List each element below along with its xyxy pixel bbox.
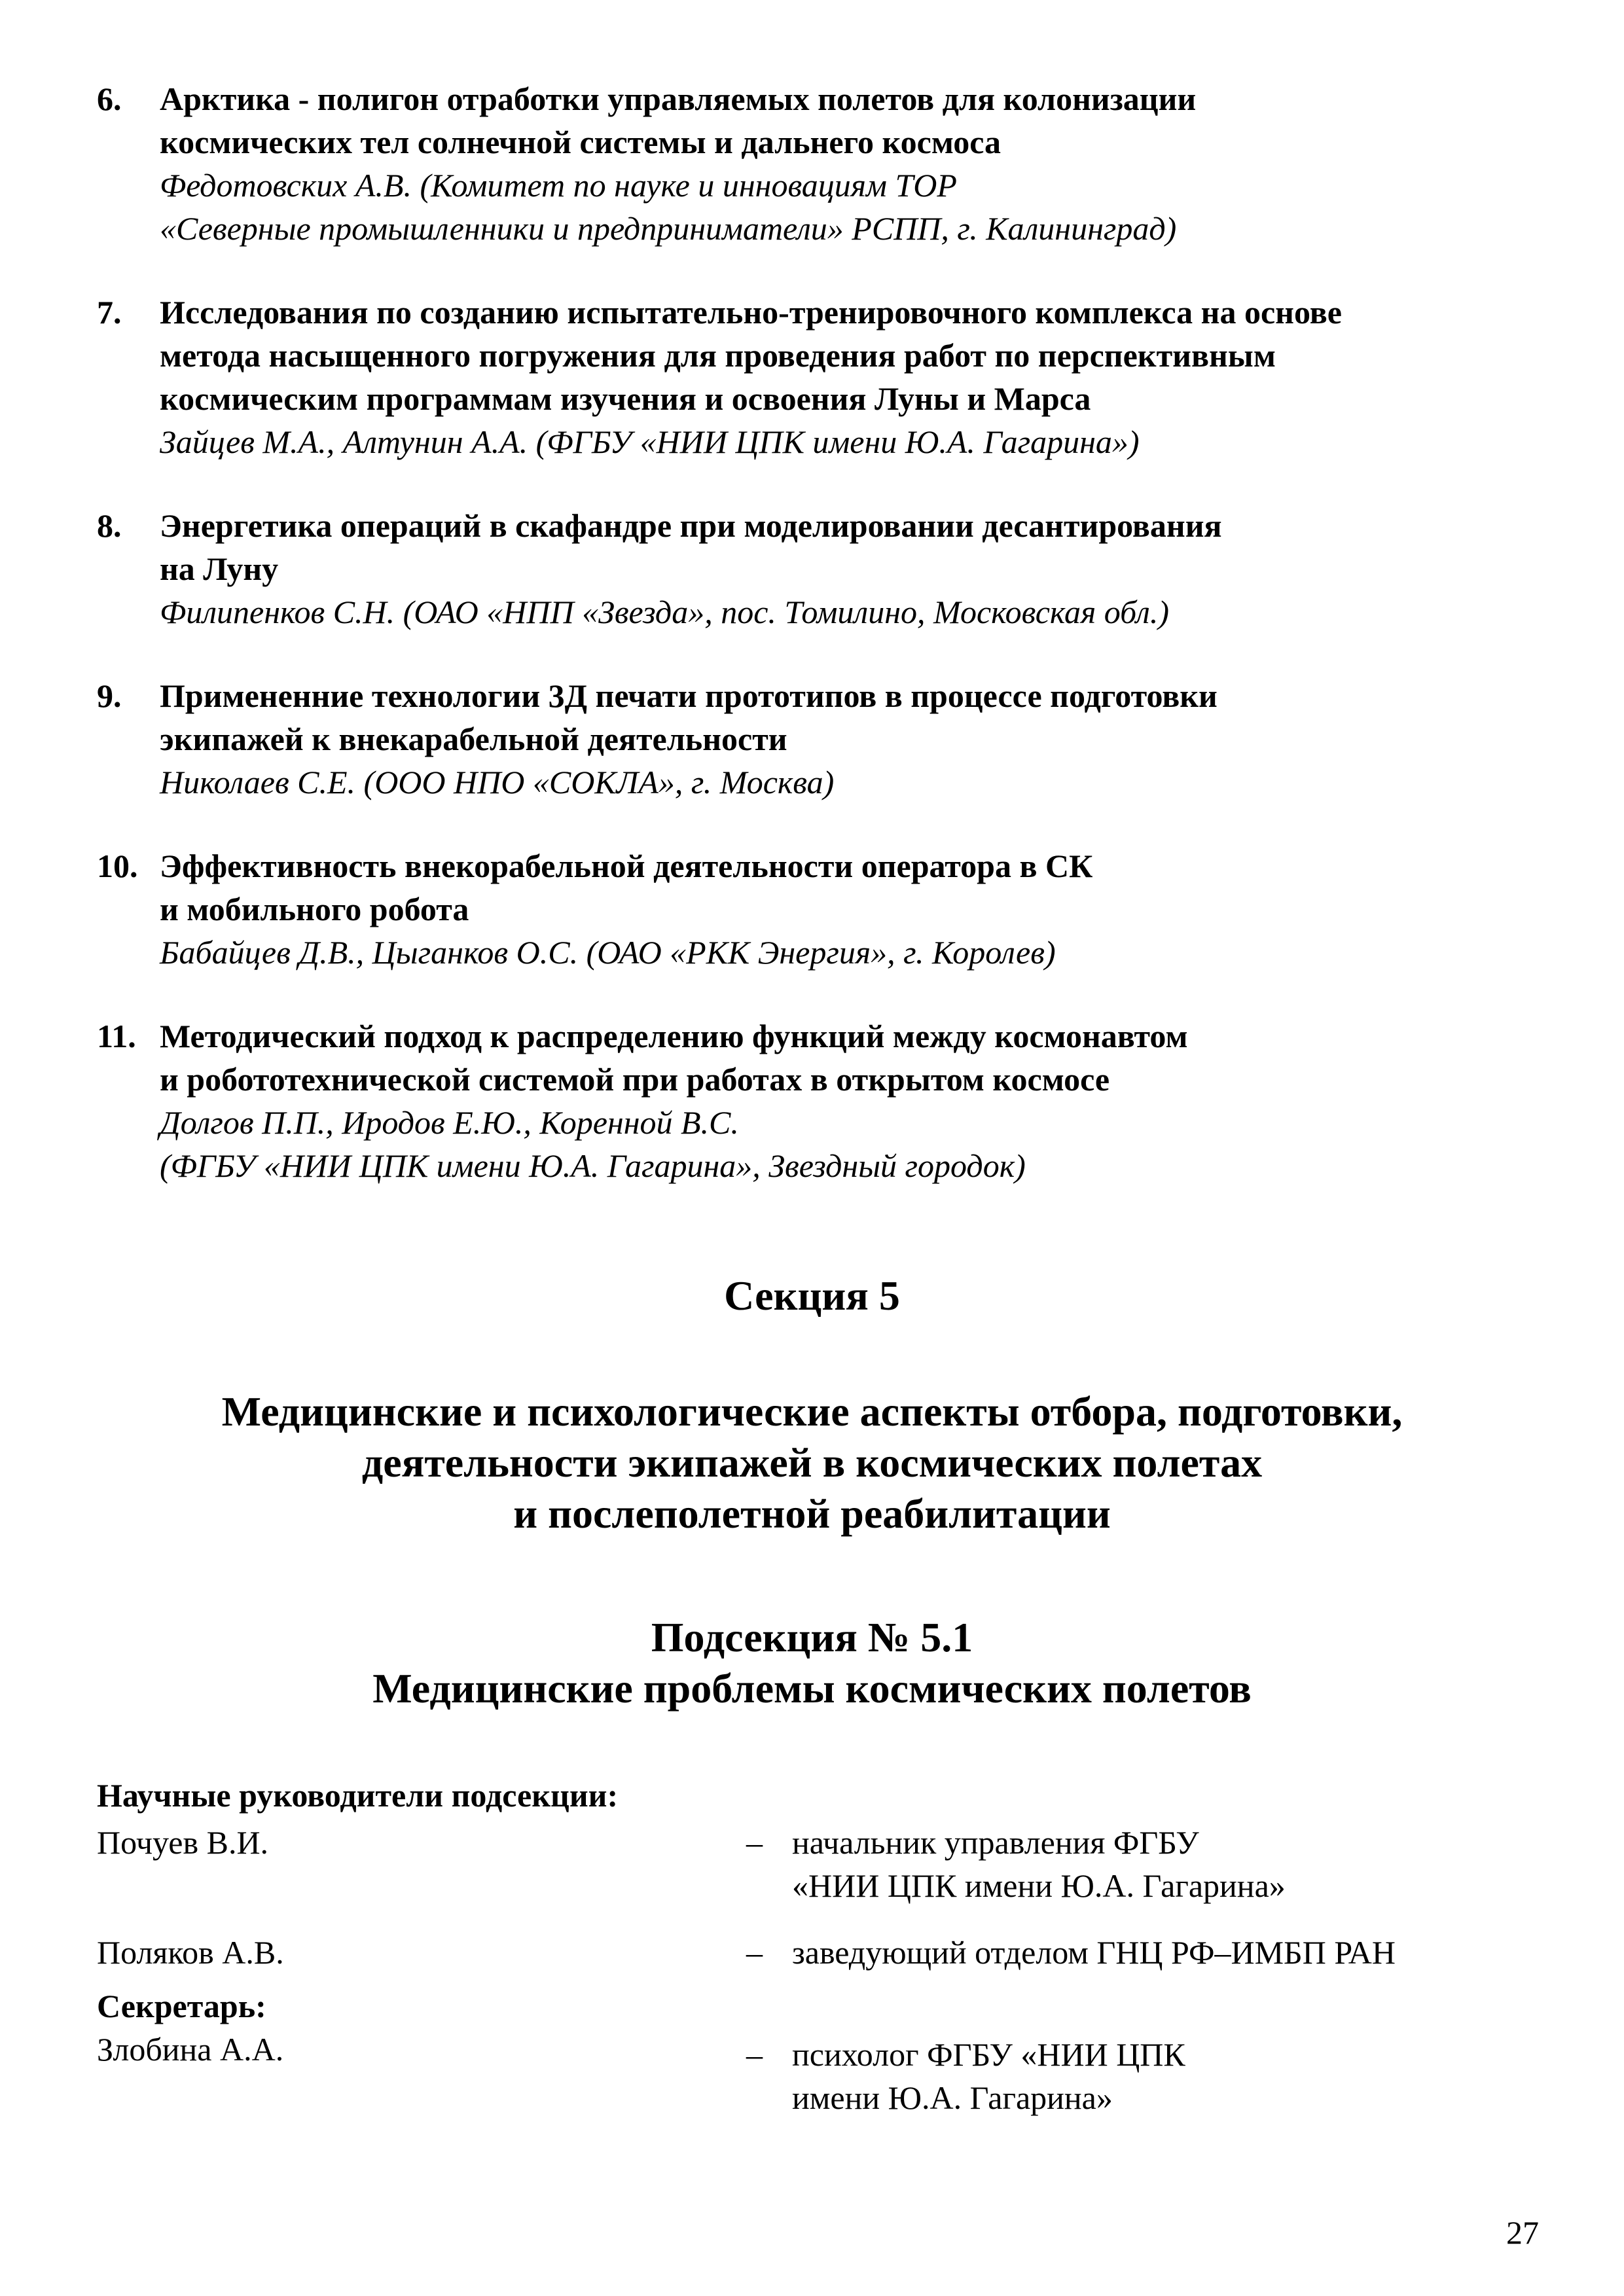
talk-title-line: космических тел солнечной системы и дальнего космоса	[160, 124, 1001, 160]
talk-title-line: Исследования по созданию испытательно-тренировочного комплекса на основе	[160, 294, 1342, 331]
leader-dash: –	[746, 1824, 763, 1861]
leader-row	[97, 1864, 1563, 1907]
leader-name: Поляков А.В.	[97, 1934, 284, 1971]
secretary-heading: Секретарь:	[97, 1988, 266, 2024]
secretary-entry	[97, 2028, 1563, 2114]
subsection-leaders	[97, 1774, 1563, 2114]
talk-authors: Долгов П.П., Иродов Е.Ю., Коренной В.С.	[160, 1104, 739, 1141]
leader-row	[97, 1931, 1563, 1974]
talk-authors: Филипенков С.Н. (ОАО «НПП «Звезда», пос. Томилино, Московская обл.)	[160, 594, 1169, 630]
section-number: Секция 5	[724, 1272, 900, 1319]
leader-dash: –	[746, 1934, 763, 1971]
leader-role-line: заведующий отделом ГНЦ РФ–ИМБП РАН	[792, 1934, 1396, 1971]
talk-title-line: Примененние технологии 3Д печати прототипов в процессе подготовки	[160, 677, 1218, 714]
talk-authors: Бабайцев Д.В., Цыганков О.С. (ОАО «РКК Энергия», г. Королев)	[160, 934, 1056, 971]
talk-item	[97, 674, 1563, 804]
talk-title	[160, 1014, 1563, 1101]
talk-number: 11.	[97, 1018, 136, 1054]
talk-title-line: космическим программам изучения и освоения Луны и Марса	[160, 380, 1091, 417]
talk-title	[160, 77, 1563, 164]
talk-affiliation: (ФГБУ «НИИ ЦПК имени Ю.А. Гагарина», Звездный городок)	[160, 1147, 1026, 1184]
page-number: 27	[1506, 2214, 1539, 2251]
subsection-title: Медицинские проблемы космических полетов	[372, 1665, 1252, 1712]
talk-title-line: на Луну	[160, 550, 279, 587]
talk-number: 8.	[97, 507, 122, 544]
talk-title	[160, 504, 1563, 590]
talk-authors: Зайцев М.А., Алтунин А.А. (ФГБУ «НИИ ЦПК имени Ю.А. Гагарина»)	[160, 423, 1140, 460]
talk-body	[160, 674, 1563, 804]
talk-title-line: Методический подход к распределению функций между космонавтом	[160, 1018, 1188, 1054]
talk-item	[97, 504, 1563, 634]
talk-number: 9.	[97, 677, 122, 714]
talk-list	[97, 77, 1563, 1228]
talk-title-line: метода насыщенного погружения для проведения работ по перспективным	[160, 337, 1276, 374]
talk-body	[160, 844, 1563, 974]
talk-body	[160, 1014, 1563, 1187]
talk-title-line: Эффективность внекорабельной деятельности оператора в СК	[160, 848, 1093, 884]
talk-body	[160, 77, 1563, 250]
section-title-line: деятельности экипажей в космических полетах	[361, 1439, 1263, 1486]
section-title	[0, 1386, 1624, 1539]
talk-item	[97, 844, 1563, 974]
section-title-line: и послеполетной реабилитации	[513, 1490, 1111, 1537]
leader-role-line: «НИИ ЦПК имени Ю.А. Гагарина»	[792, 1867, 1286, 1904]
talk-number: 6.	[97, 81, 122, 117]
leader-name: Почуев В.И.	[97, 1824, 269, 1861]
leader-role-line: имени Ю.А. Гагарина»	[792, 2079, 1113, 2116]
leader-entry	[97, 1931, 1563, 1974]
leader-dash: –	[746, 2036, 763, 2073]
talk-number: 10.	[97, 848, 138, 884]
talk-authors: Федотовских А.В. (Комитет по науке и инновациям ТОР	[160, 167, 957, 204]
leader-row	[97, 2071, 1563, 2114]
talk-affiliation: «Северные промышленники и предприниматели» РСПП, г. Калининград)	[160, 210, 1177, 247]
talk-title-line: и мобильного робота	[160, 891, 469, 927]
leader-entry	[97, 1821, 1563, 1907]
talk-title	[160, 674, 1563, 761]
subsection-number: Подсекция № 5.1	[651, 1614, 973, 1660]
leader-row	[97, 1821, 1563, 1864]
talk-item	[97, 291, 1563, 463]
talk-title-line: Арктика - полигон отработки управляемых полетов для колонизации	[160, 81, 1197, 117]
talk-item	[97, 1014, 1563, 1187]
talk-number: 7.	[97, 294, 122, 331]
leader-role-line: психолог ФГБУ «НИИ ЦПК	[792, 2036, 1185, 2073]
talk-title-line: и робототехнической системой при работах в открытом космосе	[160, 1061, 1110, 1098]
leaders-heading: Научные руководители подсекции:	[97, 1777, 619, 1814]
talk-title	[160, 291, 1563, 420]
talk-body	[160, 504, 1563, 634]
section-title-line: Медицинские и психологические аспекты отбора, подготовки,	[221, 1388, 1403, 1435]
leader-role-line: начальник управления ФГБУ	[792, 1824, 1199, 1861]
talk-authors: Николаев С.Е. (ООО НПО «СОКЛА», г. Москва)	[160, 764, 835, 800]
talk-item	[97, 77, 1563, 250]
talk-title-line: Энергетика операций в скафандре при моделировании десантирования	[160, 507, 1222, 544]
talk-title-line: экипажей к внекарабельной деятельности	[160, 721, 787, 757]
leader-row	[97, 2028, 1563, 2071]
talk-title	[160, 844, 1563, 931]
talk-body	[160, 291, 1563, 463]
secretary-name: Злобина А.А.	[97, 2031, 284, 2068]
